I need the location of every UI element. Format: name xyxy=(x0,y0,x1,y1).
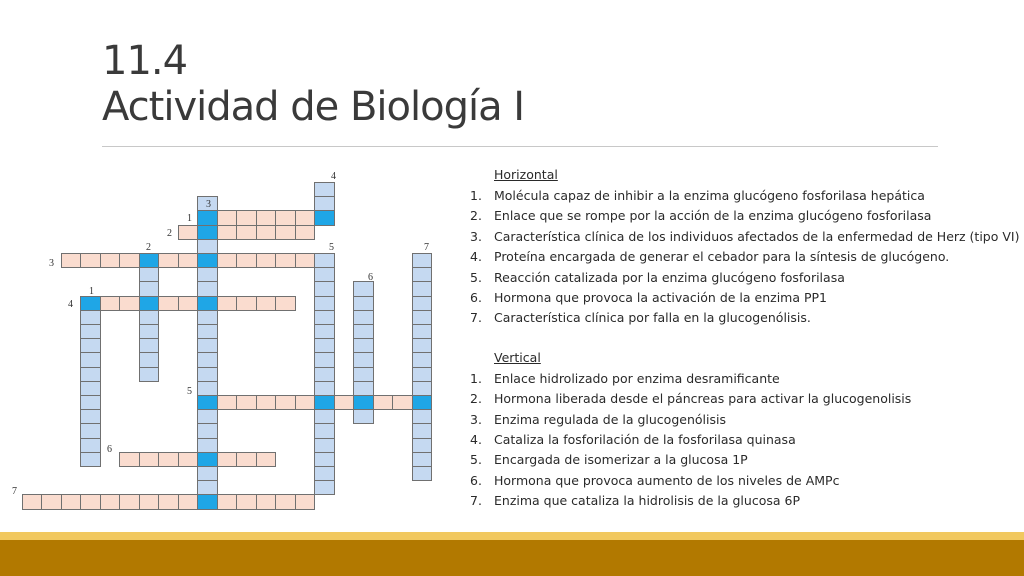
crossword-cell[interactable] xyxy=(295,395,316,410)
label-vertical-5: 5 xyxy=(329,242,334,253)
crossword-cell[interactable] xyxy=(275,395,296,410)
crossword-intersection-cell[interactable] xyxy=(197,452,218,467)
crossword-cell[interactable] xyxy=(197,310,218,325)
crossword-cell[interactable] xyxy=(353,296,374,311)
crossword-cell[interactable] xyxy=(412,452,433,467)
crossword-cell[interactable] xyxy=(236,452,257,467)
crossword-cell[interactable] xyxy=(314,267,335,282)
crossword-cell[interactable] xyxy=(197,324,218,339)
vertical-clue-4: 4. Cataliza la fosforilación de la fosforilasa quinasa xyxy=(470,432,796,448)
crossword-cell[interactable] xyxy=(314,310,335,325)
crossword-cell[interactable] xyxy=(139,352,160,367)
crossword-cell[interactable] xyxy=(236,494,257,509)
crossword-cell[interactable] xyxy=(197,423,218,438)
crossword-cell[interactable] xyxy=(295,494,316,509)
horizontal-heading: Horizontal xyxy=(494,167,558,182)
crossword-cell[interactable] xyxy=(314,367,335,382)
crossword-cell[interactable] xyxy=(139,281,160,296)
label-horizontal-6: 6 xyxy=(107,444,112,455)
crossword-cell[interactable] xyxy=(197,239,218,254)
crossword-cell[interactable] xyxy=(80,494,101,509)
crossword-cell[interactable] xyxy=(100,296,121,311)
crossword-cell[interactable] xyxy=(80,423,101,438)
vertical-clue-2: 2. Hormona liberada desde el páncreas para activar la glucogenolisis xyxy=(470,391,912,407)
crossword-cell[interactable] xyxy=(314,466,335,481)
crossword-cell[interactable] xyxy=(392,395,413,410)
crossword-cell[interactable] xyxy=(197,480,218,495)
crossword-cell[interactable] xyxy=(80,352,101,367)
label-horizontal-7: 7 xyxy=(12,486,17,497)
crossword-cell[interactable] xyxy=(412,296,433,311)
crossword-cell[interactable] xyxy=(178,225,199,240)
vertical-clue-6: 6. Hormona que provoca aumento de los niveles de AMPc xyxy=(470,472,840,488)
horizontal-clue-6: 6. Hormona que provoca la activación de la enzima PP1 xyxy=(470,290,828,306)
crossword-cell[interactable] xyxy=(197,466,218,481)
crossword-cell[interactable] xyxy=(314,196,335,211)
crossword-cell[interactable] xyxy=(139,310,160,325)
crossword-cell[interactable] xyxy=(353,352,374,367)
crossword-cell[interactable] xyxy=(256,210,277,225)
crossword-cell[interactable] xyxy=(353,310,374,325)
horizontal-clue-3: 3. Característica clínica de los individuos afectados de la enfermedad de Herz (tipo VI) xyxy=(470,228,1020,244)
crossword-cell[interactable] xyxy=(119,452,140,467)
crossword-cell[interactable] xyxy=(80,310,101,325)
crossword-cell[interactable] xyxy=(256,395,277,410)
crossword-cell[interactable] xyxy=(80,253,101,268)
crossword-cell[interactable] xyxy=(314,423,335,438)
crossword-cell[interactable] xyxy=(256,296,277,311)
crossword-cell[interactable] xyxy=(217,210,238,225)
crossword-cell[interactable] xyxy=(412,466,433,481)
crossword-intersection-cell[interactable] xyxy=(80,296,101,311)
crossword-cell[interactable] xyxy=(412,409,433,424)
crossword-intersection-cell[interactable] xyxy=(139,296,160,311)
slide-title-number: 11.4 xyxy=(102,38,188,84)
horizontal-clue-1: 1. Molécula capaz de inhibir a la enzima glucógeno fosforilasa hepática xyxy=(470,188,925,203)
label-vertical-1: 1 xyxy=(89,286,94,297)
crossword-cell[interactable] xyxy=(412,338,433,353)
vertical-clue-list xyxy=(470,369,1024,512)
crossword-cell[interactable] xyxy=(353,324,374,339)
crossword-cell[interactable] xyxy=(217,253,238,268)
crossword-cell[interactable] xyxy=(256,225,277,240)
crossword-cell[interactable] xyxy=(139,367,160,382)
crossword-cell[interactable] xyxy=(197,381,218,396)
crossword-intersection-cell[interactable] xyxy=(197,494,218,509)
crossword-cell[interactable] xyxy=(158,494,179,509)
crossword-cell[interactable] xyxy=(353,338,374,353)
crossword-cell[interactable] xyxy=(275,210,296,225)
vertical-heading: Vertical xyxy=(494,349,541,365)
crossword-cell[interactable] xyxy=(314,452,335,467)
crossword-cell[interactable] xyxy=(197,367,218,382)
crossword-cell[interactable] xyxy=(256,452,277,467)
crossword-cell[interactable] xyxy=(158,253,179,268)
crossword-intersection-cell[interactable] xyxy=(197,253,218,268)
crossword-cell[interactable] xyxy=(158,296,179,311)
crossword-cell[interactable] xyxy=(236,225,257,240)
crossword-cell[interactable] xyxy=(314,324,335,339)
crossword-cell[interactable] xyxy=(41,494,62,509)
crossword-intersection-cell[interactable] xyxy=(197,296,218,311)
crossword-cell[interactable] xyxy=(353,409,374,424)
crossword-cell[interactable] xyxy=(314,281,335,296)
crossword-cell[interactable] xyxy=(373,395,394,410)
crossword-intersection-cell[interactable] xyxy=(139,253,160,268)
horizontal-clue-list xyxy=(470,186,1024,329)
crossword-cell[interactable] xyxy=(178,253,199,268)
crossword-intersection-cell[interactable] xyxy=(314,395,335,410)
vertical-clue-3: 3. Enzima regulada de la glucogenólisis xyxy=(470,411,726,427)
crossword-intersection-cell[interactable] xyxy=(197,395,218,410)
crossword-cell[interactable] xyxy=(314,352,335,367)
crossword-cell[interactable] xyxy=(412,310,433,325)
crossword-cell[interactable] xyxy=(217,395,238,410)
crossword-cell[interactable] xyxy=(412,367,433,382)
crossword-cell[interactable] xyxy=(236,296,257,311)
vertical-clue-7: 7. Enzima que cataliza la hidrolisis de la glucosa 6P xyxy=(470,493,800,509)
label-vertical-4: 4 xyxy=(331,171,336,182)
crossword-cell[interactable] xyxy=(80,338,101,353)
crossword-intersection-cell[interactable] xyxy=(412,395,433,410)
crossword-cell[interactable] xyxy=(80,367,101,382)
crossword-cell[interactable] xyxy=(197,338,218,353)
crossword-cell[interactable] xyxy=(119,253,140,268)
crossword-cell[interactable] xyxy=(158,452,179,467)
label-horizontal-4: 4 xyxy=(68,299,73,310)
crossword-cell[interactable] xyxy=(139,494,160,509)
crossword-cell[interactable] xyxy=(334,395,355,410)
crossword-cell[interactable] xyxy=(353,281,374,296)
crossword-cell[interactable] xyxy=(314,409,335,424)
label-vertical-7: 7 xyxy=(424,242,429,253)
crossword-cell[interactable] xyxy=(197,438,218,453)
label-vertical-2: 2 xyxy=(146,242,151,253)
crossword-cell[interactable] xyxy=(100,253,121,268)
crossword-cell[interactable] xyxy=(412,281,433,296)
crossword-cell[interactable] xyxy=(178,296,199,311)
crossword-cell[interactable] xyxy=(217,452,238,467)
label-horizontal-2: 2 xyxy=(167,228,172,239)
crossword-cell[interactable] xyxy=(314,296,335,311)
crossword-cell[interactable] xyxy=(80,395,101,410)
crossword-cell[interactable] xyxy=(139,452,160,467)
footer-band-light xyxy=(0,532,1024,540)
label-vertical-6: 6 xyxy=(368,272,373,283)
footer-band-dark xyxy=(0,540,1024,576)
crossword-cell[interactable] xyxy=(80,409,101,424)
crossword-cell[interactable] xyxy=(412,381,433,396)
vertical-clue-5: 5. Encargada de isomerizar a la glucosa 1P xyxy=(470,452,748,468)
crossword-cell[interactable] xyxy=(217,494,238,509)
crossword-cell[interactable] xyxy=(314,381,335,396)
label-horizontal-1: 1 xyxy=(187,213,192,224)
crossword-cell[interactable] xyxy=(197,281,218,296)
horizontal-clue-7: 7. Característica clínica por falla en la glucogenólisis. xyxy=(470,310,811,326)
crossword-cell[interactable] xyxy=(314,182,335,197)
crossword-cell[interactable] xyxy=(412,438,433,453)
crossword-cell[interactable] xyxy=(353,381,374,396)
crossword-cell[interactable] xyxy=(178,494,199,509)
label-horizontal-3: 3 xyxy=(49,258,54,269)
crossword-cell[interactable] xyxy=(295,253,316,268)
label-vertical-3: 3 xyxy=(206,199,211,210)
crossword-cell[interactable] xyxy=(22,494,43,509)
crossword-cell[interactable] xyxy=(353,367,374,382)
crossword-cell[interactable] xyxy=(80,438,101,453)
crossword-intersection-cell[interactable] xyxy=(197,225,218,240)
crossword-cell[interactable] xyxy=(295,225,316,240)
crossword-cell[interactable] xyxy=(80,381,101,396)
crossword-cell[interactable] xyxy=(80,452,101,467)
crossword-cell[interactable] xyxy=(275,296,296,311)
crossword-cell[interactable] xyxy=(217,225,238,240)
crossword-cell[interactable] xyxy=(412,352,433,367)
slide-title-text: Actividad de Biología I xyxy=(102,84,525,130)
vertical-clue-1: 1. Enlace hidrolizado por enzima desramificante xyxy=(470,370,780,386)
crossword-cell[interactable] xyxy=(275,225,296,240)
crossword-intersection-cell[interactable] xyxy=(314,210,335,225)
crossword-cell[interactable] xyxy=(275,494,296,509)
horizontal-clue-2: 2. Enlace que se rompe por la acción de la enzima glucógeno fosforilasa xyxy=(470,208,932,224)
crossword-cell[interactable] xyxy=(295,210,316,225)
crossword-cell[interactable] xyxy=(139,338,160,353)
crossword-cell[interactable] xyxy=(119,296,140,311)
crossword-cell[interactable] xyxy=(412,253,433,268)
clues-panel xyxy=(470,166,1024,512)
crossword-cell[interactable] xyxy=(139,267,160,282)
crossword-cell[interactable] xyxy=(197,267,218,282)
crossword-cell[interactable] xyxy=(314,480,335,495)
crossword-cell[interactable] xyxy=(61,494,82,509)
crossword-cell[interactable] xyxy=(139,324,160,339)
crossword-cell[interactable] xyxy=(236,210,257,225)
crossword-cell[interactable] xyxy=(197,352,218,367)
horizontal-clue-5: 5. Reacción catalizada por la enzima glucógeno fosforilasa xyxy=(470,269,845,285)
crossword-intersection-cell[interactable] xyxy=(197,210,218,225)
crossword-grid xyxy=(0,0,440,520)
crossword-cell[interactable] xyxy=(412,324,433,339)
crossword-intersection-cell[interactable] xyxy=(353,395,374,410)
crossword-cell[interactable] xyxy=(275,253,296,268)
crossword-cell[interactable] xyxy=(314,438,335,453)
label-horizontal-5: 5 xyxy=(187,386,192,397)
crossword-cell[interactable] xyxy=(256,253,277,268)
crossword-cell[interactable] xyxy=(236,253,257,268)
crossword-cell[interactable] xyxy=(236,395,257,410)
crossword-cell[interactable] xyxy=(178,452,199,467)
crossword-cell[interactable] xyxy=(314,338,335,353)
crossword-cell[interactable] xyxy=(256,494,277,509)
crossword-cell[interactable] xyxy=(412,423,433,438)
crossword-cell[interactable] xyxy=(80,324,101,339)
crossword-cell[interactable] xyxy=(61,253,82,268)
crossword-cell[interactable] xyxy=(119,494,140,509)
crossword-cell[interactable] xyxy=(314,253,335,268)
crossword-cell[interactable] xyxy=(412,267,433,282)
crossword-cell[interactable] xyxy=(217,296,238,311)
horizontal-clue-4: 4. Proteína encargada de generar el cebador para la síntesis de glucógeno. xyxy=(470,249,950,265)
crossword-cell[interactable] xyxy=(197,409,218,424)
crossword-cell[interactable] xyxy=(100,494,121,509)
